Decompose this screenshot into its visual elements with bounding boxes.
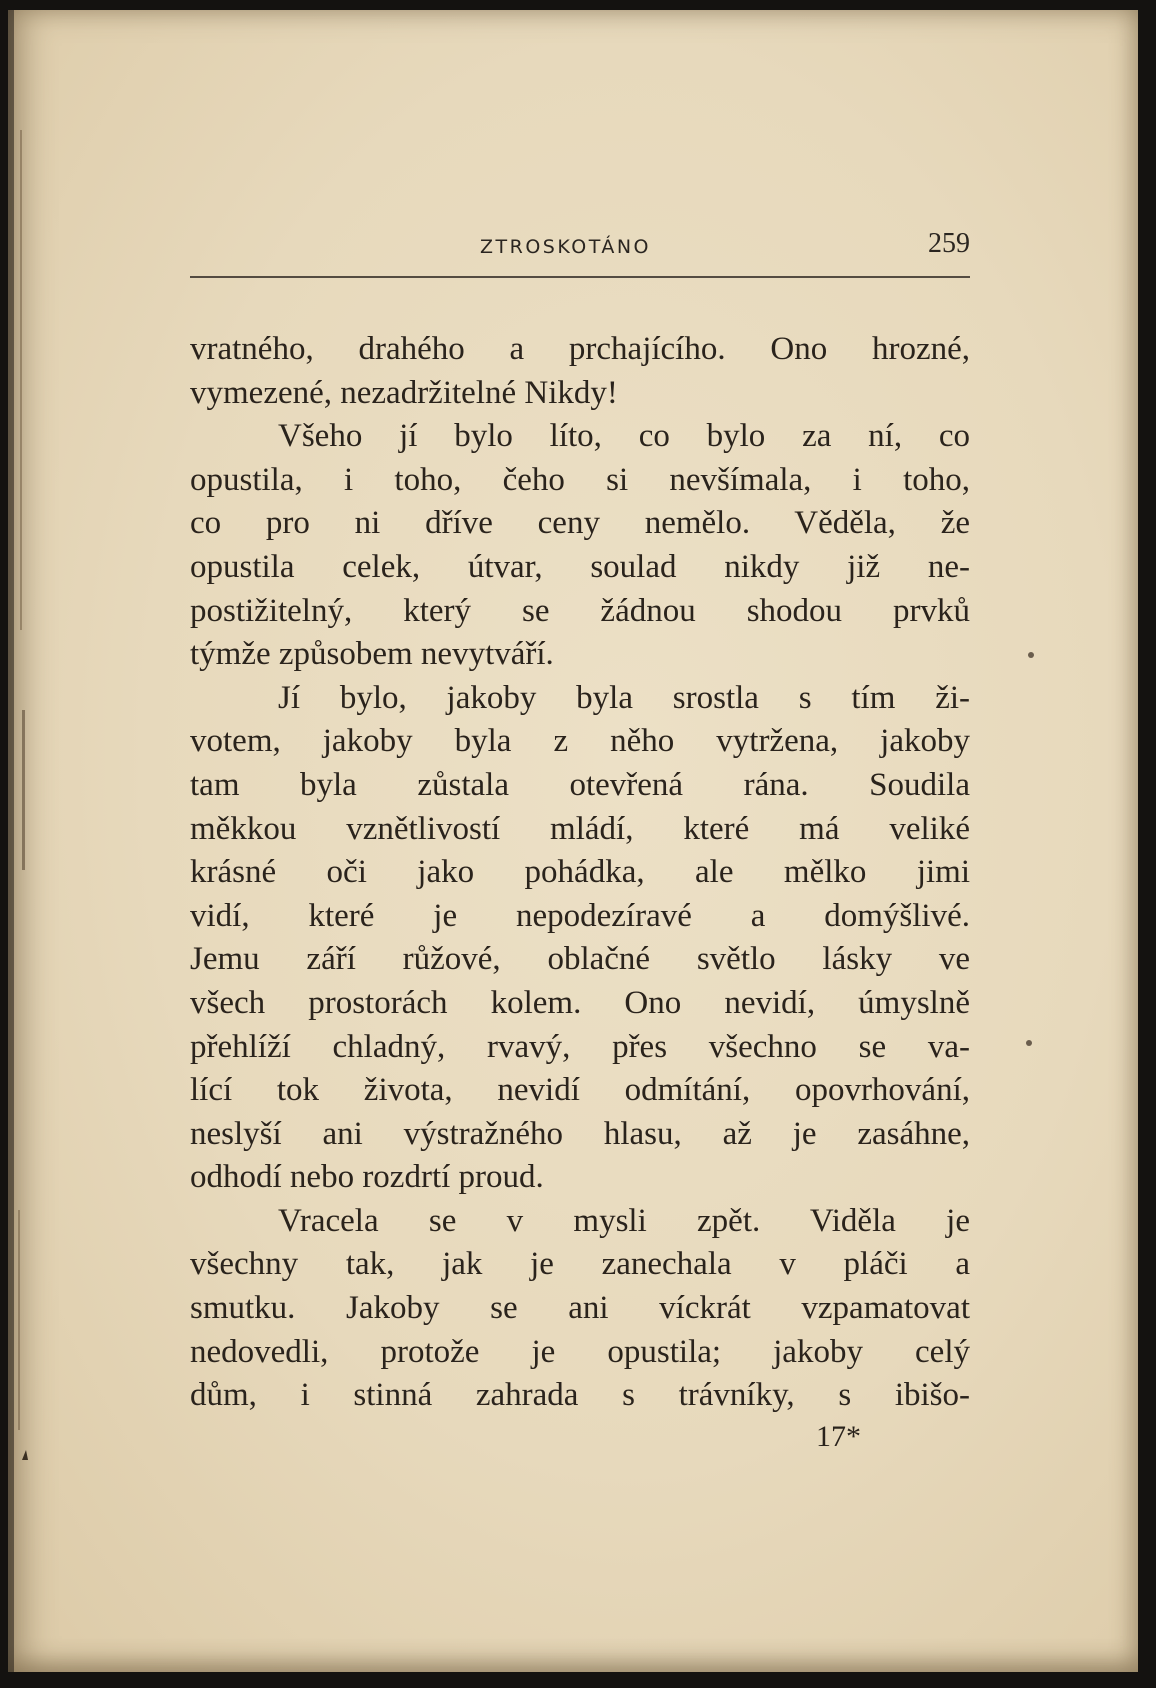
text-line: neslyší ani výstražného hlasu, až je zasáhne,: [190, 1115, 970, 1152]
text-line: dům, i stinná zahrada s trávníky, s ibišo-: [190, 1377, 970, 1414]
text-line: tam byla zůstala otevřená rána. Soudila: [190, 766, 970, 803]
text-line: krásné oči jako pohádka, ale mělko jimi: [190, 854, 970, 891]
text-line: všechny tak, jak je zanechala v pláči a: [190, 1246, 970, 1283]
text-line: nedovedli, protože je opustila; jakoby celý: [190, 1333, 970, 1370]
text-line: odhodí nebo rozdrtí proud.: [190, 1159, 544, 1196]
text-line: vidí, které je nepodezíravé a domýšlivé.: [190, 897, 970, 934]
text-line: smutku. Jakoby se ani víckrát vzpamatovat: [190, 1290, 970, 1327]
text-line: Vracela se v mysli zpět. Viděla je: [278, 1202, 970, 1239]
text-line: vymezené, nezadržitelné Nikdy!: [190, 374, 618, 411]
text-line: Všeho jí bylo líto, co bylo za ní, co: [278, 418, 970, 455]
text-line: všech prostorách kolem. Ono nevidí, úmyslně: [190, 984, 970, 1021]
text-line: týmže způsobem nevytváří.: [190, 636, 554, 673]
text-line: měkkou vznětlivostí mládí, které má veliké: [190, 810, 970, 847]
page-header: [190, 228, 970, 268]
text-line: Jí bylo, jakoby byla srostla s tím ži-: [278, 679, 970, 716]
print-speck: [1026, 1040, 1032, 1046]
signature-mark: 17*: [816, 1420, 861, 1453]
page-number: 259: [928, 228, 970, 259]
text-line: lící tok života, nevidí odmítání, opovrhování,: [190, 1072, 970, 1109]
text-line: postižitelný, který se žádnou shodou prvků: [190, 592, 970, 629]
text-line: vratného, drahého a prchajícího. Ono hrozné,: [190, 331, 970, 367]
text-line: opustila celek, útvar, soulad nikdy již ne-: [190, 548, 970, 585]
text-line: Jemu září růžové, oblačné světlo lásky ve: [190, 941, 970, 978]
text-line: opustila, i toho, čeho si nevšímala, i toho,: [190, 461, 970, 498]
text-line: přehlíží chladný, rvavý, přes všechno se va-: [190, 1028, 970, 1065]
header-rule: [190, 276, 970, 278]
text-line: co pro ni dříve ceny nemělo. Věděla, že: [190, 505, 970, 542]
text-line: votem, jakoby byla z něho vytržena, jakoby: [190, 723, 970, 760]
body-text: [190, 328, 970, 1418]
running-title: ZTROSKOTÁNO: [480, 236, 652, 258]
print-speck: [1028, 652, 1034, 658]
spine-edge: [8, 10, 48, 1672]
